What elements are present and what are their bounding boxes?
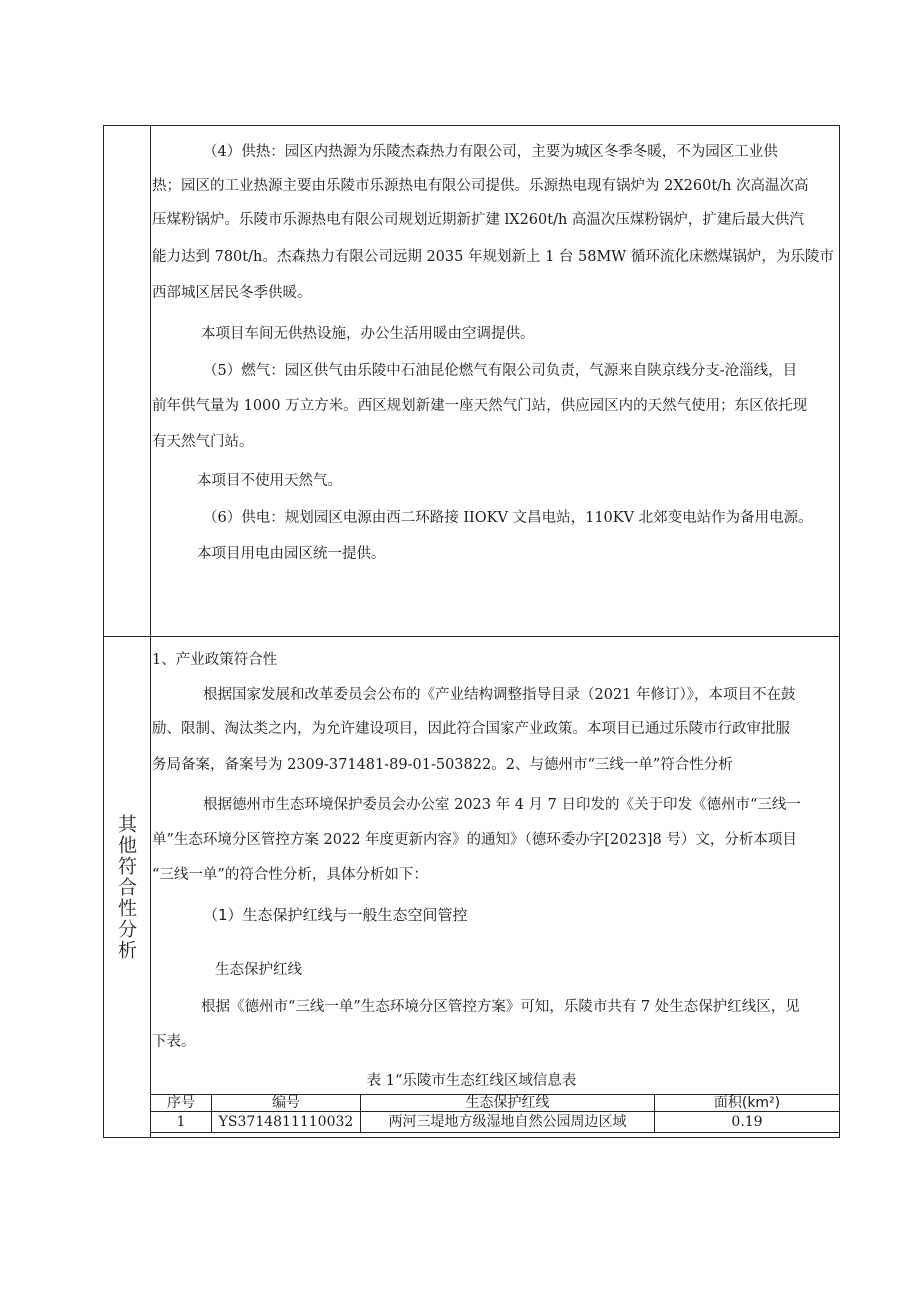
cell-area: 0.19 <box>655 1112 840 1133</box>
heating-paragraph-line-3: 压煤粉锅炉。乐陵市乐源热电有限公司规划近期新扩建 lX260t/h 高温次压煤粉锅炉，扩建后最大供汽 <box>152 212 804 228</box>
table-column-divider <box>150 125 151 1138</box>
power-project-note: 本项目用电由园区统一提供。 <box>197 546 386 562</box>
header-index: 序号 <box>151 1095 212 1112</box>
heating-paragraph-line-1: （4）供热：园区内热源为乐陵杰森热力有限公司，主要为城区冬季冬暖，不为园区工业供 <box>203 144 778 160</box>
cell-index: 1 <box>151 1112 212 1133</box>
cell-code: YS3714811110032 <box>212 1112 361 1133</box>
section-label-cell <box>103 636 150 1138</box>
table-right-border <box>839 125 840 1138</box>
table-bottom-border <box>103 1137 840 1138</box>
gas-paragraph-line-1: （5）燃气：园区供气由乐陵中石油昆伦燃气有限公司负责，气源来自陕京线分支-沧淄线，目 <box>203 363 798 379</box>
heading-ecological-redline: （1）生态保护红线与一般生态空间管控 <box>203 906 468 924</box>
section-label: 其他符合性分析 <box>115 813 137 961</box>
three-lines-paragraph-line-2: 单”生态环境分区管控方案 2022 年度更新内容》的通知》（德环委办字[2023]8 号）文，分析本项目 <box>152 832 797 848</box>
heating-paragraph-line-2: 热；园区的工业热源主要由乐陵市乐源热电有限公司提供。乐源热电现有锅炉为 2X260t/h 次高温次高 <box>152 178 809 194</box>
gas-paragraph-line-3: 有天然气门站。 <box>152 434 254 450</box>
gas-paragraph-line-2: 前年供气量为 1000 万立方米。西区规划新建一座天然气门站，供应园区内的天然气使用；东区依托现 <box>152 398 808 414</box>
heading-industrial-policy: 1、产业政策符合性 <box>152 652 278 668</box>
subheading-redline: 生态保护红线 <box>215 962 302 978</box>
section-divider <box>103 636 840 637</box>
redline-paragraph-line-1: 根据《德州市“三线一单”生态环境分区管控方案》可知，乐陵市共有 7 处生态保护红线区，见 <box>201 999 800 1015</box>
cell-redline: 两河三堤地方级湿地自然公园周边区域 <box>361 1112 655 1133</box>
header-redline: 生态保护红线 <box>361 1095 655 1112</box>
table-top-border <box>103 125 840 126</box>
three-lines-paragraph-line-3: “三线一单”的符合性分析，具体分析如下： <box>152 867 428 883</box>
gas-project-note: 本项目不使用天然气。 <box>197 473 342 489</box>
header-code: 编号 <box>212 1095 361 1112</box>
policy-paragraph-line-1: 根据国家发展和改革委员会公布的《产业结构调整指导目录（2021 年修订）》，本项目不在鼓 <box>203 687 796 703</box>
table-caption: 表 1“乐陵市生态红线区域信息表 <box>366 1073 577 1089</box>
policy-paragraph-line-3: 务局备案，备案号为 2309-371481-89-01-503822。2、与德州市“三线一单”符合性分析 <box>152 757 733 773</box>
redline-paragraph-line-2: 下表。 <box>152 1034 196 1050</box>
heating-paragraph-line-4: 能力达到 780t/h。杰森热力有限公司远期 2035 年规划新上 1 台 58MW 循环流化床燃煤锅炉，为乐陵市 <box>152 249 834 265</box>
policy-paragraph-line-2: 励、限制、淘汰类之内，为允许建设项目，因此符合国家产业政策。本项目已通过乐陵市行政审批服 <box>152 721 790 737</box>
form-table <box>103 125 840 1138</box>
heating-project-note: 本项目车间无供热设施，办公生活用暖由空调提供。 <box>201 326 535 342</box>
table-header-row <box>151 1095 840 1112</box>
three-lines-paragraph-line-1: 根据德州市生态环境保护委员会办公室 2023 年 4 月 7 日印发的《关于印发《德州市“三线一 <box>203 797 801 813</box>
redline-table <box>150 1094 840 1133</box>
power-paragraph: （6）供电：规划园区电源由西二环路接 IIOKV 文昌电站，110KV 北郊变电站作为备用电源。 <box>203 510 813 526</box>
header-area: 面积(km²) <box>655 1095 840 1112</box>
table-row <box>151 1112 840 1133</box>
heating-paragraph-line-5: 西部城区居民冬季供暖。 <box>152 285 312 301</box>
